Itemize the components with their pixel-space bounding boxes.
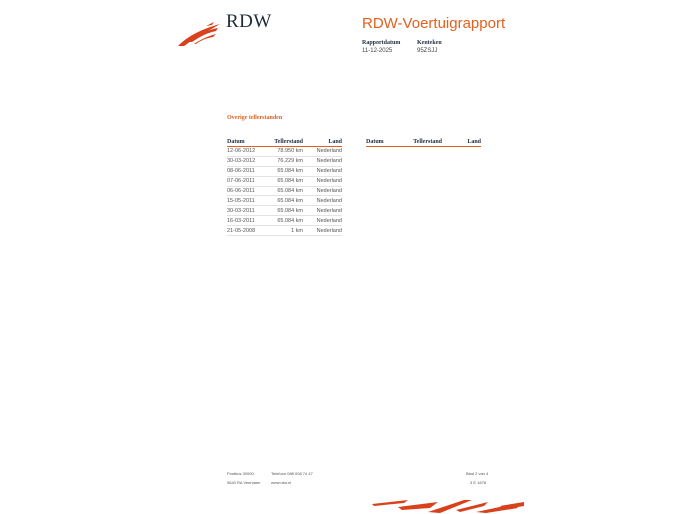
- column-header-odometer: Tellerstand: [261, 138, 303, 147]
- license-plate-label: Kenteken: [417, 40, 442, 46]
- report-date-value: 11-12-2025: [362, 48, 393, 54]
- cell-country: Nederland: [303, 186, 342, 196]
- cell-date: 30-03-2011: [227, 206, 261, 216]
- table-header-row: [366, 138, 481, 147]
- rdw-logo-icon: [176, 20, 222, 48]
- cell-odometer: 65.084 km: [261, 196, 303, 206]
- license-plate-value: 95ZSJJ: [417, 48, 438, 54]
- cell-odometer: 76.229 km: [261, 156, 303, 166]
- cell-country: Nederland: [303, 147, 342, 157]
- logo-text: RDW: [226, 11, 272, 32]
- footer-postbus: Postbus 30000: [227, 471, 254, 476]
- footer-phone: Telefoon 088 008 74 47: [271, 471, 313, 476]
- cell-date: 07-06-2011: [227, 176, 261, 186]
- cell-country: Nederland: [303, 176, 342, 186]
- cell-odometer: 65.084 km: [261, 166, 303, 176]
- table-row: [227, 196, 342, 206]
- odometer-table-left: [227, 138, 342, 236]
- footer-page-number: Blad 2 van 4: [466, 471, 489, 476]
- cell-date: 08-06-2011: [227, 166, 261, 176]
- cell-date: 30-03-2012: [227, 156, 261, 166]
- footer-document-code: 3 E 1878: [470, 480, 487, 485]
- table-row: [227, 226, 342, 236]
- cell-country: Nederland: [303, 156, 342, 166]
- cell-country: Nederland: [303, 206, 342, 216]
- cell-country: Nederland: [303, 226, 342, 236]
- report-title: RDW-Voertuigrapport: [362, 15, 506, 32]
- cell-country: Nederland: [303, 196, 342, 206]
- cell-date: 16-03-2011: [227, 216, 261, 226]
- cell-date: 15-05-2011: [227, 196, 261, 206]
- cell-odometer: 65.084 km: [261, 206, 303, 216]
- table-row: [227, 176, 342, 186]
- odometer-table-right: [366, 138, 481, 147]
- cell-date: 21-05-2008: [227, 226, 261, 236]
- table-row: [227, 166, 342, 176]
- cell-odometer: 78.950 km: [261, 147, 303, 157]
- column-header-date: Datum: [366, 138, 400, 147]
- cell-country: Nederland: [303, 166, 342, 176]
- cell-odometer: 65.084 km: [261, 176, 303, 186]
- cell-odometer: 1 km: [261, 226, 303, 236]
- footer-website: www.rdw.nl: [271, 480, 292, 485]
- table-row: [227, 147, 342, 157]
- column-header-country: Land: [442, 138, 481, 147]
- cell-odometer: 65.084 km: [261, 216, 303, 226]
- section-title: Overige tellerstanden: [227, 115, 283, 121]
- table-row: [227, 186, 342, 196]
- cell-odometer: 65.084 km: [261, 186, 303, 196]
- cell-date: 12-06-2012: [227, 147, 261, 157]
- table-header-row: [227, 138, 342, 147]
- table-row: [227, 156, 342, 166]
- cell-date: 06-06-2011: [227, 186, 261, 196]
- table-row: [227, 216, 342, 226]
- column-header-country: Land: [303, 138, 342, 147]
- table-row: [227, 206, 342, 216]
- cell-country: Nederland: [303, 216, 342, 226]
- column-header-odometer: Tellerstand: [400, 138, 442, 147]
- column-header-date: Datum: [227, 138, 261, 147]
- report-date-label: Rapportdatum: [362, 40, 401, 46]
- footer-city: 9640 RA Veendam: [227, 480, 261, 485]
- footer-stripes-graphic: [368, 496, 524, 514]
